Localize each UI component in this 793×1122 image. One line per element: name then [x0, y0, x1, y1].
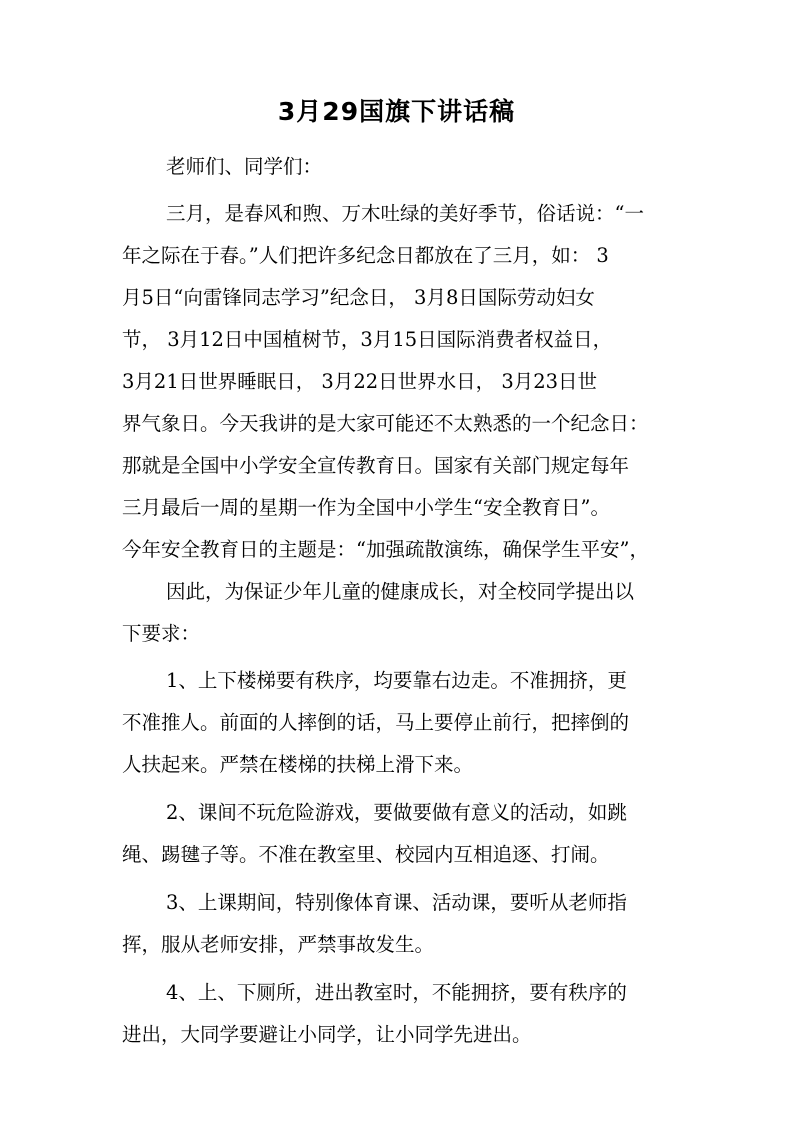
- page-title: 3月29国旗下讲话稿: [277, 97, 516, 126]
- paragraph-line: 4、上、下厕所，进出教室时，不能拥挤，要有秩序的: [166, 981, 627, 1004]
- paragraph-line: 今年安全教育日的主题是：“加强疏散演练，确保学生平安”，: [122, 538, 649, 561]
- paragraph-line: 3月21日世界睡眠日， 3月22日世界水日， 3月23日世: [122, 370, 598, 393]
- paragraph-line: 绳、踢毽子等。不准在教室里、校园内互相追逐、打闹。: [122, 843, 610, 866]
- paragraph-line: 那就是全国中小学安全宣传教育日。国家有关部门规定每年: [122, 454, 630, 477]
- paragraph-line: 挥，服从老师安排，严禁事故发生。: [122, 933, 435, 956]
- paragraph-line: 2、课间不玩危险游戏，要做要做有意义的活动，如跳: [166, 801, 627, 824]
- paragraph-line: 3、上课期间，特别像体育课、活动课，要听从老师指: [166, 891, 627, 914]
- paragraph-line: 因此，为保证少年儿童的健康成长，对全校同学提出以: [166, 580, 635, 603]
- paragraph-line: 月5日“向雷锋同志学习”纪念日， 3月8日国际劳动妇女: [122, 286, 595, 309]
- paragraph-line: 年之际在于春。”人们把许多纪念日都放在了三月，如： 3: [122, 244, 609, 267]
- paragraph-line: 进出，大同学要避让小同学，让小同学先进出。: [122, 1023, 532, 1046]
- paragraph-line: 三月最后一周的星期一作为全国中小学生“安全教育日”。: [122, 496, 610, 519]
- paragraph-line: 不准推人。前面的人摔倒的话，马上要停止前行，把摔倒的: [122, 711, 630, 734]
- paragraph-line: 下要求：: [122, 622, 201, 645]
- paragraph-line: 三月，是春风和煦、万木吐绿的美好季节，俗话说：“一: [166, 202, 644, 225]
- paragraph-line: 界气象日。今天我讲的是大家可能还不太熟悉的一个纪念日：: [122, 412, 649, 435]
- paragraph-line: 老师们、同学们：: [166, 155, 323, 178]
- paragraph-line: 节， 3月12日中国植树节，3月15日国际消费者权益日，: [122, 328, 613, 351]
- paragraph-line: 人扶起来。严禁在楼梯的扶梯上滑下来。: [122, 753, 474, 776]
- paragraph-line: 1、上下楼梯要有秩序，均要靠右边走。不准拥挤，更: [166, 669, 627, 692]
